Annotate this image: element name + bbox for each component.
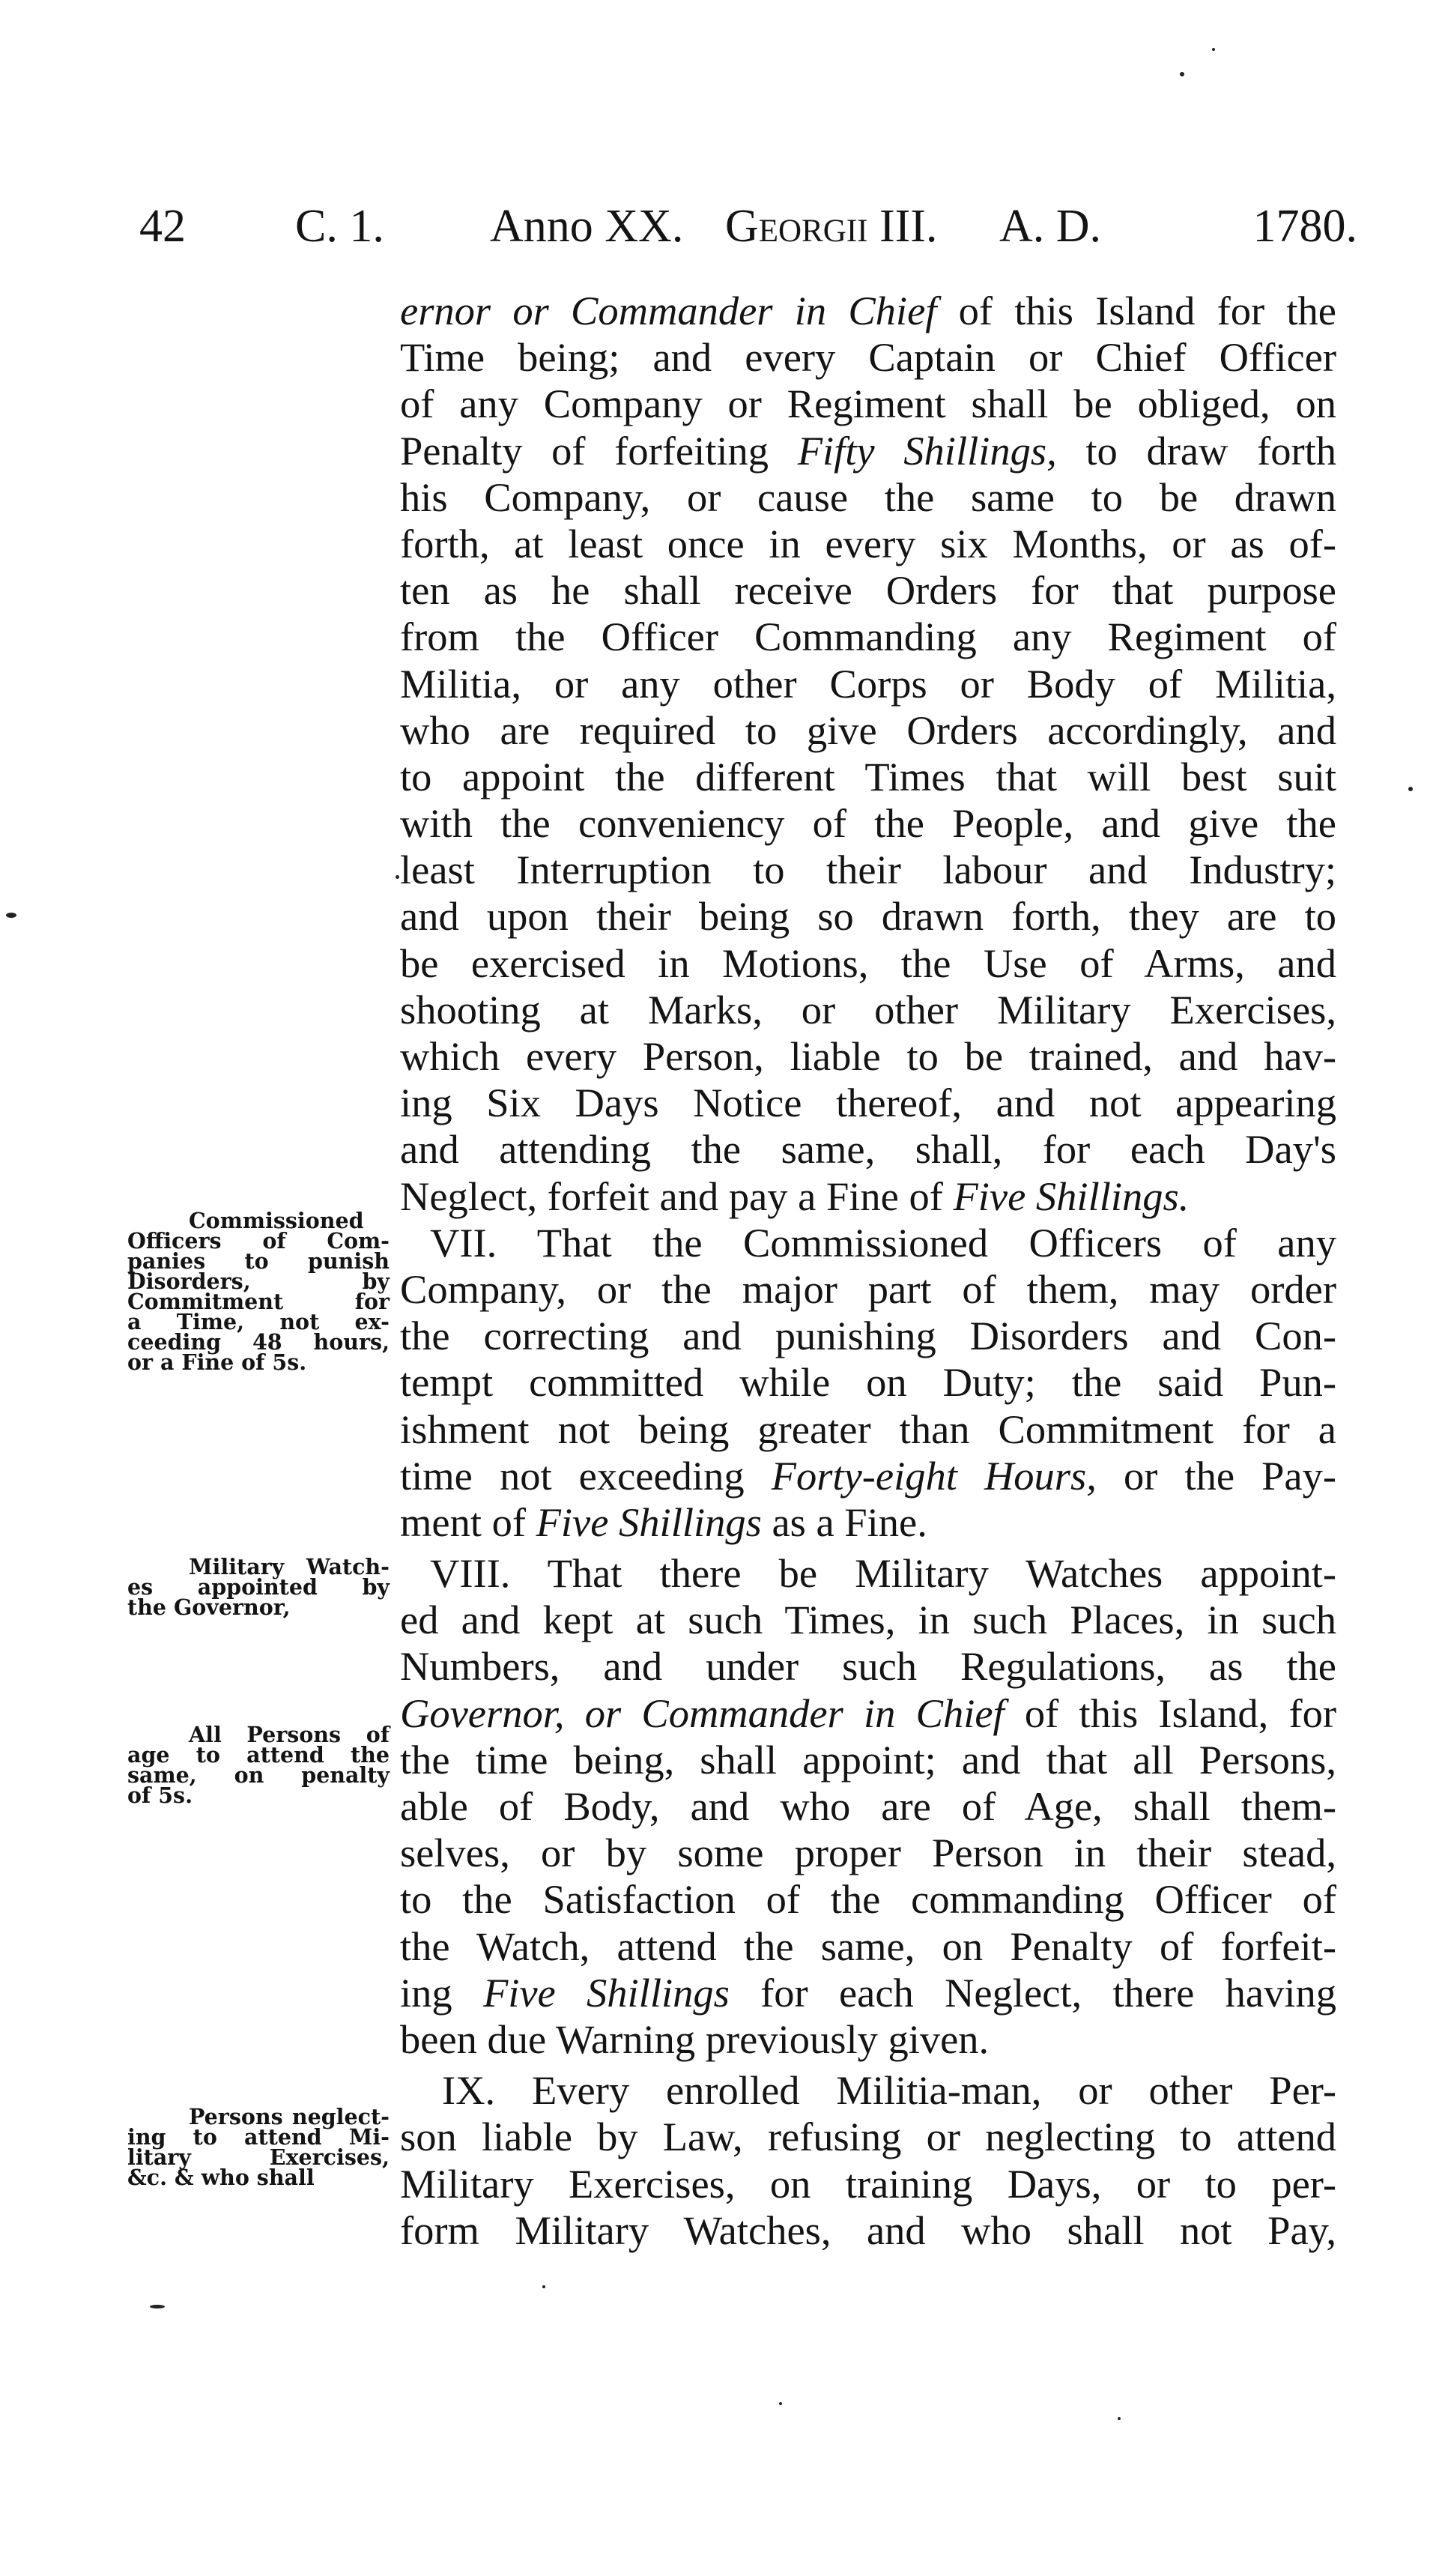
margin-note-line: es appointed by xyxy=(127,1574,390,1600)
margin-note-military-watches xyxy=(127,1554,390,1620)
regnal-king: Georgii III. xyxy=(725,201,938,252)
margin-note-line: age to attend the xyxy=(127,1742,390,1768)
text-line: Military Exercises, on training Days, or to per- xyxy=(400,2160,1336,2207)
text-line: the Watch, attend the same, on Penalty of forfeit- xyxy=(400,1923,1336,1969)
margin-note-line: same, on penalty xyxy=(127,1762,390,1788)
margin-note-commissioned-officers xyxy=(127,1208,390,1375)
text-line: from the Officer Commanding any Regiment of xyxy=(400,614,1336,660)
speck xyxy=(779,2402,782,2405)
margin-note-line: Military Watch- xyxy=(189,1554,390,1579)
text-line: ing Five Shillings for each Neglect, there having xyxy=(400,1969,1336,2016)
margin-note-line: All Persons of xyxy=(189,1722,390,1747)
section-viii xyxy=(400,1550,1336,2063)
text-line: Neglect, forfeit and pay a Fine of Five Shillings. xyxy=(400,1173,1190,1219)
speck xyxy=(150,2305,165,2309)
text-line: and upon their being so drawn forth, they are to xyxy=(400,893,1336,940)
text-line: least Interruption to their labour and Industry; xyxy=(400,847,1336,893)
text-line: who are required to give Orders accordingly, and xyxy=(400,707,1336,753)
running-header xyxy=(139,196,1357,256)
margin-note-line: Disorders, by xyxy=(127,1269,390,1294)
margin-note-line: panies to punish xyxy=(127,1248,390,1274)
text-line: Time being; and every Captain or Chief Officer xyxy=(400,334,1336,381)
speck xyxy=(396,875,399,879)
speck xyxy=(542,2285,545,2288)
text-line: to the Satisfaction of the commanding Officer of xyxy=(400,1876,1336,1923)
text-line: the time being, shall appoint; and that all Persons, xyxy=(400,1736,1336,1783)
text-line: Penalty of forfeiting Fifty Shillings, to draw forth xyxy=(400,427,1337,474)
margin-note-line: Commitment for xyxy=(127,1289,390,1314)
text-line: be exercised in Motions, the Use of Arms, and xyxy=(400,940,1336,986)
text-line: and attending the same, shall, for each Day's xyxy=(400,1126,1336,1173)
margin-note-line: litary Exercises, xyxy=(127,2144,390,2170)
text-line: which every Person, liable to be trained, and hav- xyxy=(400,1033,1336,1079)
margin-note-line: Officers of Com- xyxy=(127,1228,390,1254)
text-line: Numbers, and under such Regulations, as the xyxy=(400,1643,1336,1690)
text-line: ishment not being greater than Commitment for a xyxy=(400,1406,1336,1452)
margin-note-line: or a Fine of 5s. xyxy=(127,1349,307,1375)
margin-note-line: the Governor, xyxy=(127,1594,291,1620)
paragraph-continuation xyxy=(400,288,1336,1220)
margin-note-line: ceeding 48 hours, xyxy=(127,1329,390,1355)
text-line: ernor or Commander in Chief of this Island for the xyxy=(400,288,1336,333)
text-line: tempt committed while on Duty; the said Pun- xyxy=(400,1359,1336,1406)
section-heading-line: VII. That the Commissioned Officers of any xyxy=(430,1219,1336,1266)
margin-note-line: a Time, not ex- xyxy=(127,1309,390,1334)
speck xyxy=(6,913,16,918)
section-vii xyxy=(400,1220,1336,1546)
chapter-label: C. 1. xyxy=(295,201,384,252)
page-number: 42 xyxy=(139,201,186,252)
text-line: the correcting and punishing Disorders and Con- xyxy=(400,1313,1336,1359)
text-line: ten as he shall receive Orders for that purpose xyxy=(400,567,1336,614)
section-heading-line: VIII. That there be Military Watches appoint- xyxy=(430,1550,1336,1597)
section-ix xyxy=(400,2067,1336,2254)
text-line: ment of Five Shillings as a Fine. xyxy=(400,1499,927,1545)
speck xyxy=(1118,2417,1121,2420)
text-line: of any Company or Regiment shall be obliged, on xyxy=(400,381,1336,427)
text-line: shooting at Marks, or other Military Exercises, xyxy=(400,986,1336,1032)
year: 1780. xyxy=(1252,201,1357,252)
speck xyxy=(1212,48,1215,51)
text-line: Militia, or any other Corps or Body of Militia, xyxy=(400,660,1336,707)
text-line: selves, or by some proper Person in their stead, xyxy=(400,1830,1336,1876)
text-line: form Military Watches, and who shall not Pay, xyxy=(400,2207,1336,2253)
text-line: been due Warning previously given. xyxy=(400,2016,990,2062)
margin-note-persons-neglecting xyxy=(127,2104,390,2190)
margin-note-line: Persons neglect- xyxy=(189,2104,390,2129)
margin-note-line: Commissioned xyxy=(189,1208,364,1233)
main-text-column xyxy=(400,288,1336,2254)
speck xyxy=(1180,72,1184,76)
regnal-anno: Anno XX. xyxy=(490,201,684,252)
text-line: Company, or the major part of them, may order xyxy=(400,1266,1336,1312)
speck xyxy=(1408,787,1413,791)
margin-note-line: &c. & who shall xyxy=(127,2165,315,2190)
margin-note-line: ing to attend Mi- xyxy=(127,2124,390,2150)
text-line: ed and kept at such Times, in such Places, in such xyxy=(400,1597,1336,1643)
margin-note-line: of 5s. xyxy=(127,1783,193,1808)
text-line: son liable by Law, refusing or neglecting to attend xyxy=(400,2114,1336,2160)
ad-label: A. D. xyxy=(999,201,1102,252)
text-line: time not exceeding Forty-eight Hours, or the Pay- xyxy=(400,1452,1336,1499)
text-line: to appoint the different Times that will best suit xyxy=(400,753,1336,799)
text-line: ing Six Days Notice thereof, and not appearing xyxy=(400,1080,1336,1126)
text-line: forth, at least once in every six Months, or as of- xyxy=(400,520,1336,566)
text-line: with the conveniency of the People, and give the xyxy=(400,800,1336,847)
margin-note-all-persons xyxy=(127,1722,390,1808)
section-heading-line: IX. Every enrolled Militia-man, or other Per- xyxy=(442,2067,1336,2114)
text-line: able of Body, and who are of Age, shall them- xyxy=(400,1783,1336,1829)
text-line: Governor, or Commander in Chief of this Island, for xyxy=(400,1690,1336,1736)
text-line: his Company, or cause the same to be drawn xyxy=(400,474,1336,520)
